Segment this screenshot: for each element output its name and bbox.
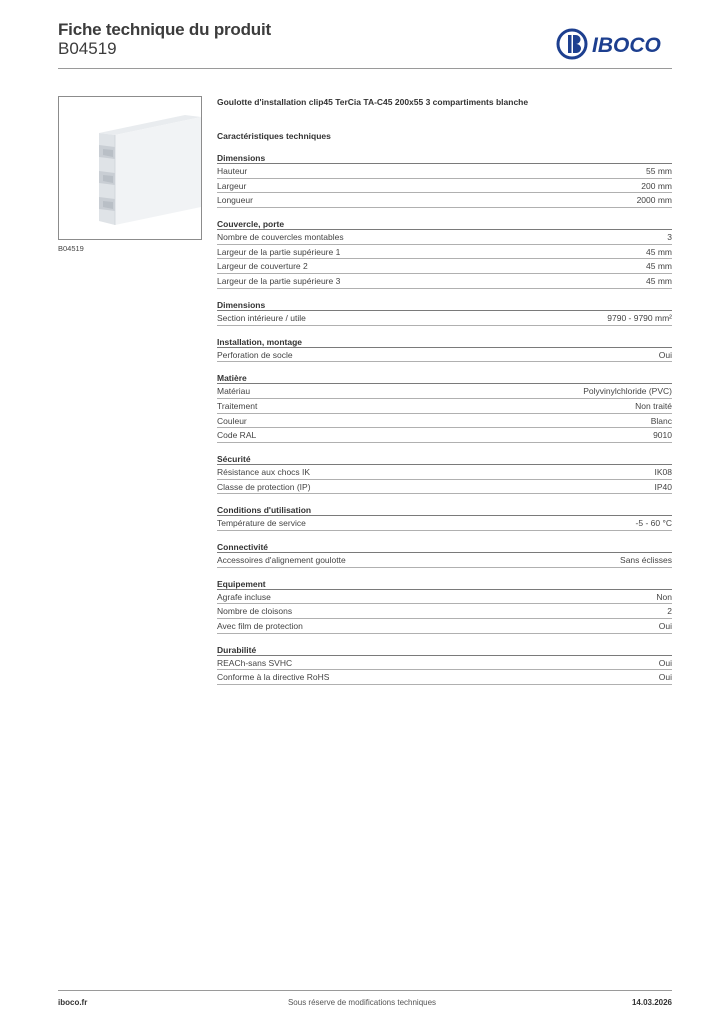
spec-value: 9010 bbox=[653, 430, 672, 441]
spec-row bbox=[217, 516, 672, 531]
spec-row bbox=[217, 619, 672, 634]
spec-group bbox=[217, 644, 672, 685]
image-caption: B04519 bbox=[58, 244, 84, 253]
spec-label: Agrafe incluse bbox=[217, 591, 271, 602]
spec-row bbox=[217, 348, 672, 363]
spec-label: Matériau bbox=[217, 386, 251, 397]
spec-value: 200 mm bbox=[641, 180, 672, 191]
spec-label: Nombre de cloisons bbox=[217, 606, 293, 617]
spec-group bbox=[217, 299, 672, 326]
spec-row bbox=[217, 179, 672, 194]
footer-date: 14.03.2026 bbox=[631, 998, 672, 1007]
spec-row bbox=[217, 164, 672, 179]
spec-label: Température de service bbox=[217, 518, 306, 529]
spec-label: Hauteur bbox=[217, 166, 248, 176]
spec-row bbox=[217, 259, 672, 274]
spec-label: Conforme à la directive RoHS bbox=[217, 672, 330, 683]
spec-value: 2 bbox=[667, 606, 672, 617]
spec-row bbox=[217, 656, 672, 671]
spec-row bbox=[217, 274, 672, 289]
spec-group-title: Equipement bbox=[217, 578, 672, 590]
product-image bbox=[58, 96, 202, 240]
spec-value: Oui bbox=[658, 657, 672, 668]
spec-group-title: Connectivité bbox=[217, 541, 672, 553]
spec-row bbox=[217, 465, 672, 480]
spec-value: 9790 - 9790 mm² bbox=[607, 312, 672, 323]
spec-value: 45 mm bbox=[646, 276, 672, 287]
product-code: B04519 bbox=[58, 39, 117, 58]
spec-group bbox=[217, 541, 672, 568]
footer-note: Sous réserve de modifications techniques bbox=[287, 998, 437, 1007]
spec-value: Blanc bbox=[650, 415, 672, 426]
spec-value: Oui bbox=[658, 672, 672, 683]
spec-content bbox=[217, 96, 672, 685]
spec-label: Largeur de couverture 2 bbox=[217, 261, 308, 272]
spec-group-title: Dimensions bbox=[217, 299, 672, 311]
spec-row bbox=[217, 480, 672, 495]
spec-groups bbox=[217, 152, 672, 685]
spec-label: Largeur de la partie supérieure 3 bbox=[217, 276, 341, 287]
spec-row bbox=[217, 311, 672, 326]
spec-label: REACh-sans SVHC bbox=[217, 657, 293, 668]
spec-value: 45 mm bbox=[646, 261, 672, 272]
spec-label: Largeur bbox=[217, 180, 247, 191]
spec-label: Section intérieure / utile bbox=[217, 312, 306, 323]
spec-group bbox=[217, 336, 672, 363]
spec-label: Traitement bbox=[217, 400, 258, 411]
spec-group-title: Durabilité bbox=[217, 644, 672, 656]
spec-label: Perforation de socle bbox=[217, 349, 293, 360]
spec-label: Accessoires d'alignement goulotte bbox=[217, 555, 346, 565]
spec-value: Non traité bbox=[635, 400, 672, 411]
spec-value: Polyvinylchloride (PVC) bbox=[583, 386, 672, 397]
page-title: Fiche technique du produit bbox=[58, 20, 271, 39]
spec-row bbox=[217, 428, 672, 443]
spec-group-title: Sécurité bbox=[217, 453, 672, 465]
spec-value: Oui bbox=[658, 349, 672, 360]
header-divider bbox=[58, 68, 672, 69]
spec-row bbox=[217, 553, 672, 568]
footer-divider bbox=[58, 990, 672, 991]
spec-group bbox=[217, 372, 672, 443]
spec-value: IP40 bbox=[654, 481, 672, 492]
spec-label: Nombre de couvercles montables bbox=[217, 232, 344, 243]
spec-label: Avec film de protection bbox=[217, 621, 303, 632]
spec-value: -5 - 60 °C bbox=[635, 518, 672, 529]
spec-row bbox=[217, 384, 672, 399]
spec-heading: Caractéristiques techniques bbox=[217, 131, 331, 141]
iboco-logo bbox=[556, 28, 674, 60]
spec-group bbox=[217, 218, 672, 289]
spec-label: Couleur bbox=[217, 415, 247, 426]
spec-label: Résistance aux chocs IK bbox=[217, 466, 311, 477]
spec-label: Code RAL bbox=[217, 430, 257, 441]
footer-website: iboco.fr bbox=[58, 998, 88, 1007]
spec-label: Longueur bbox=[217, 195, 253, 206]
spec-value: 2000 mm bbox=[636, 195, 672, 206]
spec-group-title: Couvercle, porte bbox=[217, 218, 672, 230]
spec-row bbox=[217, 230, 672, 245]
spec-group bbox=[217, 504, 672, 531]
spec-value: Non bbox=[656, 591, 672, 602]
spec-value: 55 mm bbox=[646, 166, 672, 176]
spec-label: Largeur de la partie supérieure 1 bbox=[217, 246, 341, 257]
spec-value: 45 mm bbox=[646, 246, 672, 257]
logo-text: IBOCO bbox=[592, 34, 661, 57]
spec-row bbox=[217, 193, 672, 208]
spec-value: IK08 bbox=[654, 466, 672, 477]
spec-value: Oui bbox=[658, 621, 672, 632]
spec-group-title: Installation, montage bbox=[217, 336, 672, 348]
spec-group-title: Conditions d'utilisation bbox=[217, 504, 672, 516]
spec-row bbox=[217, 590, 672, 605]
spec-group bbox=[217, 152, 672, 208]
product-title: Goulotte d'installation clip45 TerCia TA-C45 200x55 3 compartiments blanche bbox=[217, 97, 529, 107]
spec-value: Sans éclisses bbox=[620, 555, 672, 565]
spec-row bbox=[217, 670, 672, 685]
spec-row bbox=[217, 245, 672, 260]
spec-group bbox=[217, 453, 672, 494]
spec-group-title: Matière bbox=[217, 372, 672, 384]
spec-value: 3 bbox=[667, 232, 672, 243]
spec-row bbox=[217, 414, 672, 429]
spec-group bbox=[217, 578, 672, 634]
spec-group-title: Dimensions bbox=[217, 152, 672, 164]
spec-row bbox=[217, 399, 672, 414]
spec-row bbox=[217, 604, 672, 619]
spec-label: Classe de protection (IP) bbox=[217, 481, 311, 492]
